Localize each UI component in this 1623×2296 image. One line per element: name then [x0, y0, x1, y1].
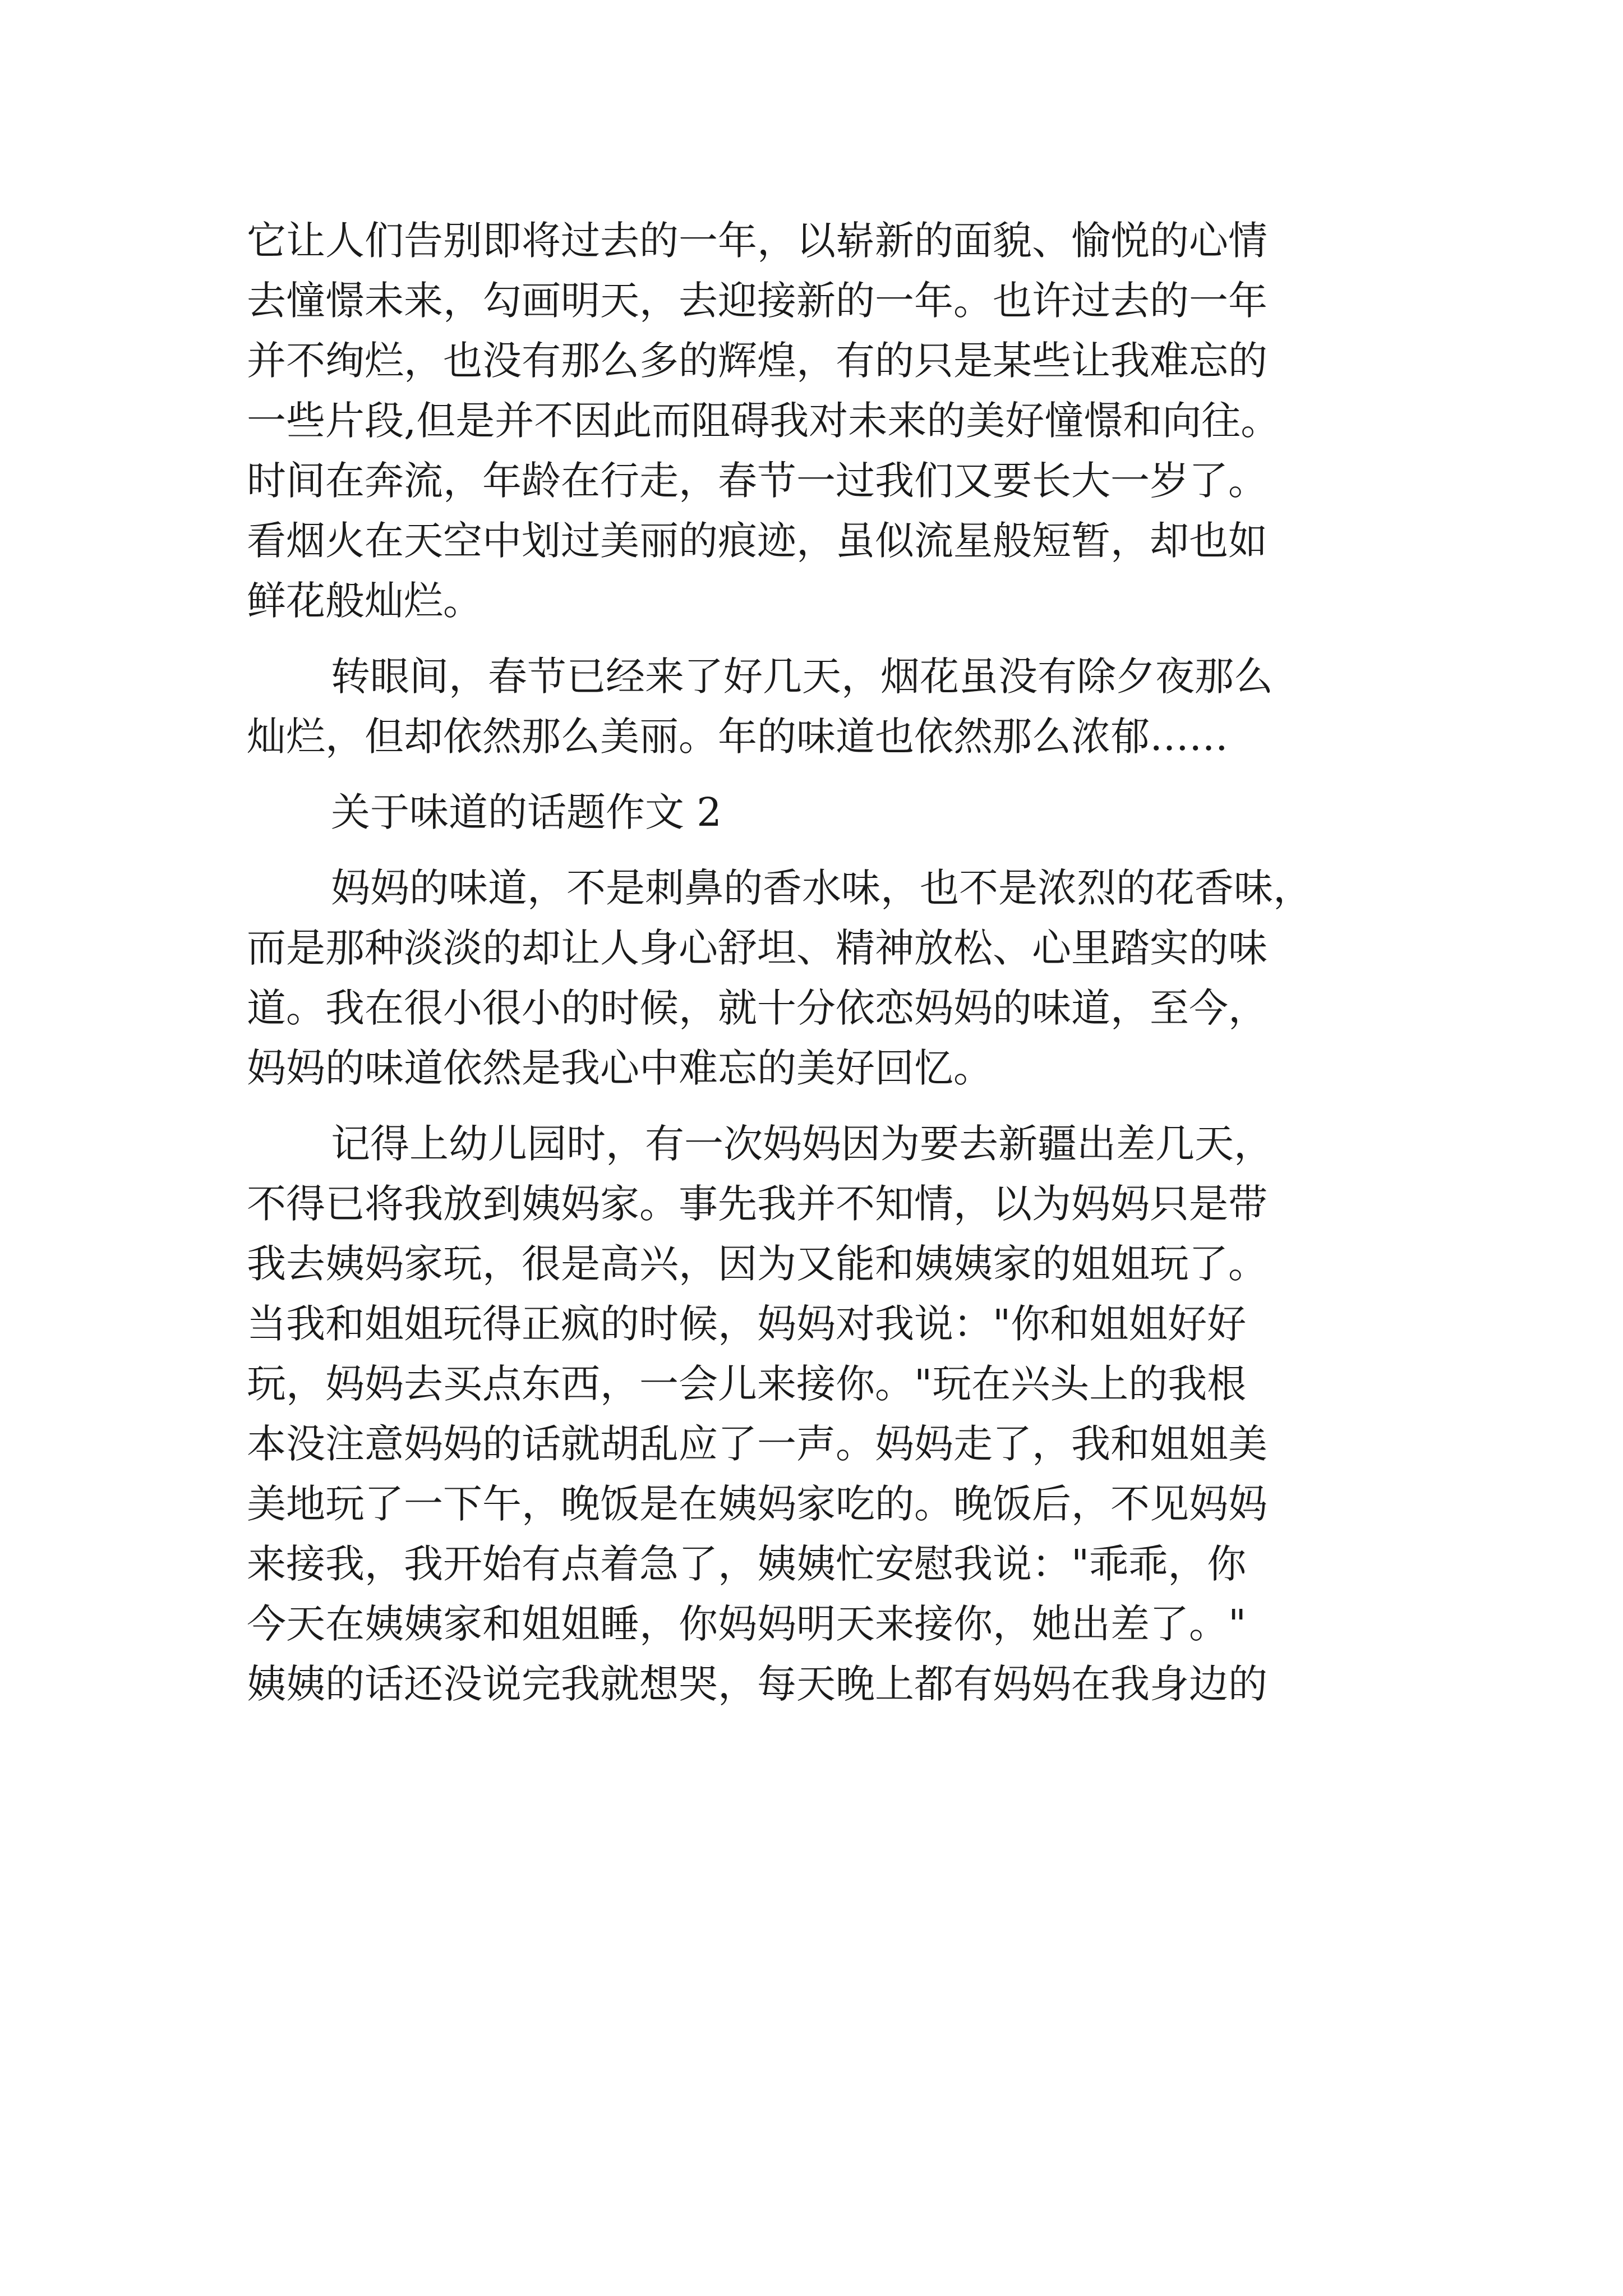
section-heading [247, 783, 1396, 843]
text-line: 转眼间，春节已经来了好几天，烟花虽没有除夕夜那么 [331, 654, 1273, 700]
text-line: 去憧憬未来，勾画明天，去迎接新的一年。也许过去的一年 [247, 278, 1267, 324]
text-line: 一些片段,但是并不因此而阻碍我对未来的美好憧憬和向往。 [247, 398, 1280, 444]
text-line: 来接我，我开始有点着急了，姨姨忙安慰我说："乖乖，你 [247, 1541, 1247, 1587]
text-line: 我去姨妈家玩，很是高兴，因为又能和姨姨家的姐姐玩了。 [247, 1241, 1267, 1287]
text-line: 本没注意妈妈的话就胡乱应了一声。妈妈走了，我和姐姐美 [247, 1421, 1267, 1467]
text-line: 妈妈的味道依然是我心中难忘的美好回忆。 [247, 1045, 993, 1091]
text-line: 美地玩了一下午，晚饭是在姨妈家吃的。晚饭后，不见妈妈 [247, 1481, 1267, 1527]
paragraph [247, 858, 1396, 1098]
document-body [247, 211, 1396, 1714]
text-line: 姨姨的话还没说完我就想哭，每天晚上都有妈妈在我身边的 [247, 1661, 1267, 1707]
text-line: 道。我在很小很小的时候，就十分依恋妈妈的味道，至今， [247, 985, 1267, 1031]
heading-text: 关于味道的话题作文 2 [331, 789, 722, 835]
text-line: 妈妈的味道，不是刺鼻的香水味，也不是浓烈的花香味， [331, 865, 1312, 911]
text-line: 而是那种淡淡的却让人身心舒坦、精神放松、心里踏实的味 [247, 925, 1267, 971]
paragraph [247, 647, 1396, 767]
paragraph [247, 211, 1396, 631]
text-line: 鲜花般灿烂。 [247, 578, 482, 624]
text-line: 它让人们告别即将过去的一年，以崭新的面貌、愉悦的心情 [247, 218, 1267, 264]
text-line: 当我和姐姐玩得正疯的时候，妈妈对我说："你和姐姐好好 [247, 1301, 1247, 1347]
text-line: 灿烂，但却依然那么美丽。年的味道也依然那么浓郁…… [247, 714, 1228, 760]
paragraph [247, 1114, 1396, 1714]
text-line: 不得已将我放到姨妈家。事先我并不知情，以为妈妈只是带 [247, 1181, 1267, 1227]
text-line: 玩，妈妈去买点东西，一会儿来接你。"玩在兴头上的我根 [247, 1361, 1247, 1407]
text-line: 今天在姨姨家和姐姐睡，你妈妈明天来接你，她出差了。" [247, 1601, 1247, 1647]
text-line: 并不绚烂，也没有那么多的辉煌，有的只是某些让我难忘的 [247, 338, 1267, 384]
text-line: 时间在奔流，年龄在行走，春节一过我们又要长大一岁了。 [247, 458, 1267, 504]
text-line: 看烟火在天空中划过美丽的痕迹，虽似流星般短暂，却也如 [247, 518, 1267, 564]
text-line: 记得上幼儿园时，有一次妈妈因为要去新疆出差几天， [331, 1121, 1273, 1167]
